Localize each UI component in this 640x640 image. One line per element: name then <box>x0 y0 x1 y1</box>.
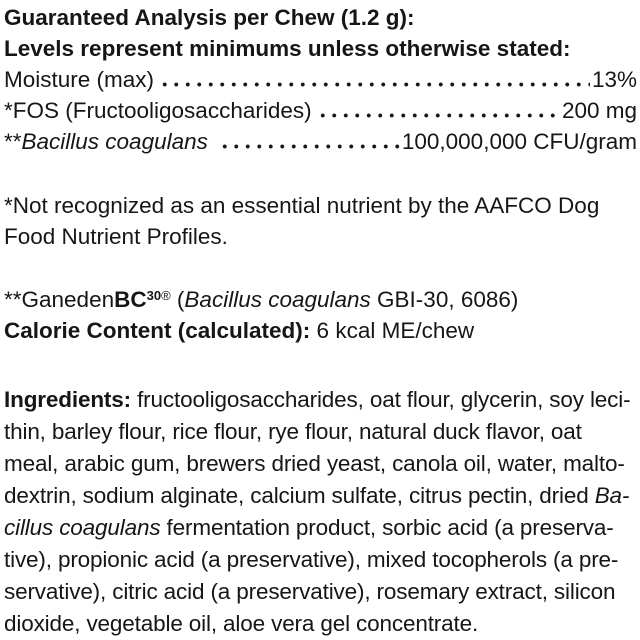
analysis-row-bacillus-coagulans <box>4 126 637 157</box>
text-segment: servative), citric acid (a preservative), rosemary extract, silicon <box>4 579 616 604</box>
ingredients-line <box>4 448 637 480</box>
ingredients-line <box>4 384 637 416</box>
text-segment: dioxide, vegetable oil, aloe vera gel concentrate. <box>4 611 479 636</box>
text-segment: GBI-30, 6086) <box>370 287 519 312</box>
text-segment: Food Nutrient Profiles. <box>4 224 228 249</box>
ingredients-line <box>4 512 637 544</box>
text-segment: Moisture (max) <box>4 67 155 92</box>
text-segment: *Not recognized as an essential nutrient by the AAFCO Dog <box>4 193 600 218</box>
bold-text: Ingredients: <box>4 387 131 412</box>
analysis-row-moisture <box>4 64 637 95</box>
dot-leader <box>216 126 400 157</box>
guaranteed-analysis-title: Guaranteed Analysis per Chew (1.2 g): <box>4 5 415 30</box>
text-segment: *FOS (Fructooligosaccharides) <box>4 98 312 123</box>
text-segment: **Ganeden <box>4 287 115 312</box>
text-segment: meal, arabic gum, brewers dried yeast, canola oil, water, malto- <box>4 451 625 476</box>
ingredients-line <box>4 576 637 608</box>
analysis-label <box>4 95 312 126</box>
text-segment: 6 kcal ME/chew <box>310 318 475 343</box>
italic-text: Ba- <box>594 483 630 508</box>
text-segment: dextrin, sodium alginate, calcium sulfate, citrus pectin, dried <box>4 483 595 508</box>
italic-text: Bacillus coagulans <box>21 129 208 154</box>
guaranteed-analysis-subtitle: Levels represent minimums unless otherwise stated: <box>4 36 571 61</box>
bold-text: Calorie Content (calculated): <box>4 318 311 343</box>
ingredients-line <box>4 608 637 640</box>
aafco-footnote <box>4 190 637 252</box>
analysis-label <box>4 126 214 157</box>
italic-text: Bacillus coagulans <box>184 287 371 312</box>
text-segment: thin, barley flour, rice flour, rye flour, natural duck flavor, oat <box>4 419 582 444</box>
text-segment <box>208 129 214 154</box>
ingredients-line <box>4 416 637 448</box>
text-segment: fructooligosaccharides, oat flour, glycerin, soy leci- <box>130 387 631 412</box>
aafco-footnote-line <box>4 221 637 252</box>
text-segment: ** <box>4 129 22 154</box>
analysis-value: 200 mg <box>561 98 637 123</box>
guaranteed-analysis-rows <box>4 64 637 157</box>
dot-leader <box>314 95 560 126</box>
italic-text: cillus coagulans <box>4 515 161 540</box>
text-segment: fermentation product, sorbic acid (a preserva- <box>160 515 614 540</box>
analysis-label <box>4 64 154 95</box>
text-segment: tive), propionic acid (a preservative), mixed tocopherols (a pre- <box>4 547 619 572</box>
calorie-content-line <box>4 315 637 346</box>
aafco-footnote-line <box>4 190 637 221</box>
ganeden-footnote-line <box>4 284 637 315</box>
ingredients-paragraph <box>4 384 637 640</box>
text-segment: ( <box>170 287 185 312</box>
dot-leader <box>156 64 590 95</box>
analysis-value: 13% <box>591 67 637 92</box>
ingredients-line <box>4 480 637 512</box>
superscript-text: 30 <box>146 288 162 303</box>
analysis-value: 100,000,000 CFU/gram <box>401 129 637 154</box>
superscript-text: ® <box>161 288 171 303</box>
analysis-row-fos <box>4 95 637 126</box>
ingredients-line <box>4 544 637 576</box>
bold-text: BC <box>114 287 147 312</box>
ganeden-calorie-block <box>4 284 637 346</box>
